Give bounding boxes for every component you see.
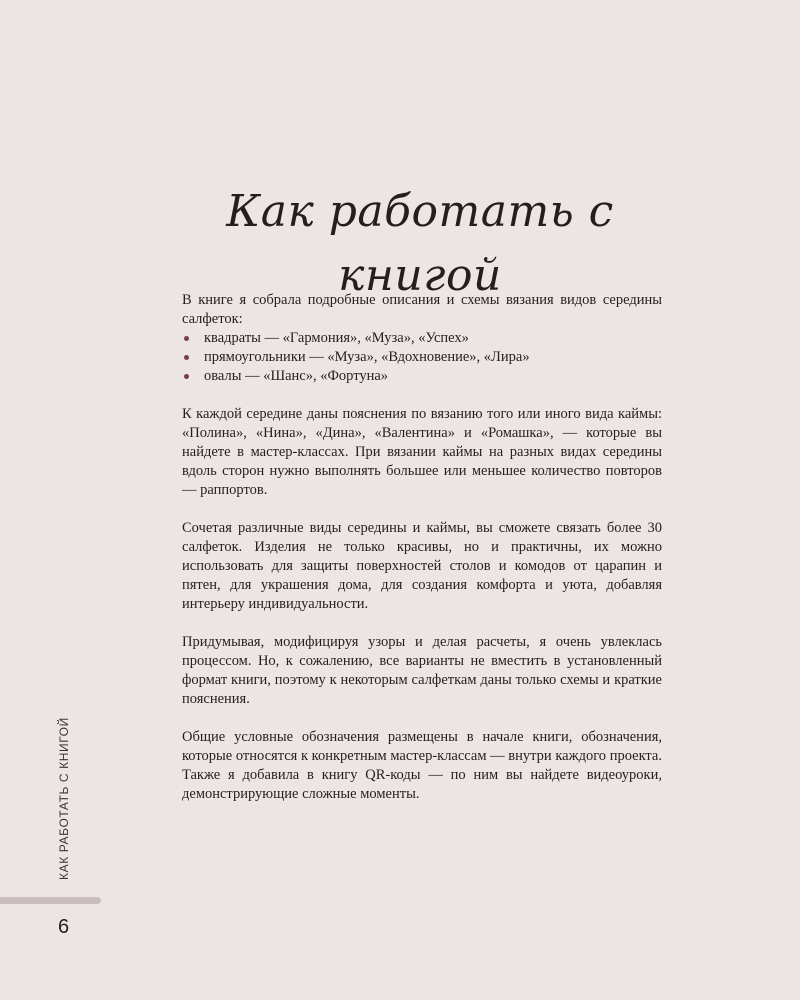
intro-paragraph: В книге я собрала подробные описания и схемы вязания видов середины салфеток: [182, 292, 662, 327]
list-item [182, 367, 662, 386]
list-item-text: квадраты — «Гармония», «Муза», «Успех» [204, 330, 469, 346]
list-item [182, 329, 662, 348]
paragraph-combinations: Сочетая различные виды середины и каймы, вы сможете связать более 30 салфеток. Изделия не только красивы, но и практичны, их можно использовать для защиты поверхностей столов и комодов от царапин и пятен, для украшения дома, для создания комфорта и уюта, добавляя интерьеру индивидуальности. [182, 520, 662, 612]
body-text [182, 291, 662, 823]
bullet-icon [184, 336, 189, 341]
bullet-list [182, 329, 662, 386]
paragraph-process: Придумывая, модифицируя узоры и делая расчеты, я очень увлеклась процессом. Но, к сожалению, все варианты не вместить в установленный формат книги, поэтому к некоторым салфеткам даны только схемы и краткие пояснения. [182, 634, 662, 707]
paragraph-border-instructions: К каждой середине даны пояснения по вязанию того или иного вида каймы: «Полина», «Нина», «Дина», «Валентина» и «Ромашка», — которые вы найдете в мастер-классах. При вязании каймы на разных видах середины вдоль сторон нужно выполнять большее или меньшее количество повторов — раппортов. [182, 406, 662, 498]
bullet-icon [184, 374, 189, 379]
list-item [182, 348, 662, 367]
side-accent-bar [0, 897, 101, 904]
paragraph-symbols: Общие условные обозначения размещены в начале книги, обозначения, которые относятся к конкретным мастер-классам — внутри каждого проекта. Также я добавила в книгу QR-коды — по ним вы найдете видеоуроки, демонстрирующие сложные моменты. [182, 729, 662, 802]
list-item-text: прямоугольники — «Муза», «Вдохновение», «Лира» [204, 349, 530, 365]
bullet-icon [184, 355, 189, 360]
list-item-text: овалы — «Шанс», «Фортуна» [204, 368, 389, 384]
page-title: Как работать с книгой [226, 186, 614, 301]
page-number: 6 [58, 916, 70, 938]
section-side-label: КАК РАБОТАТЬ С КНИГОЙ [57, 717, 71, 880]
